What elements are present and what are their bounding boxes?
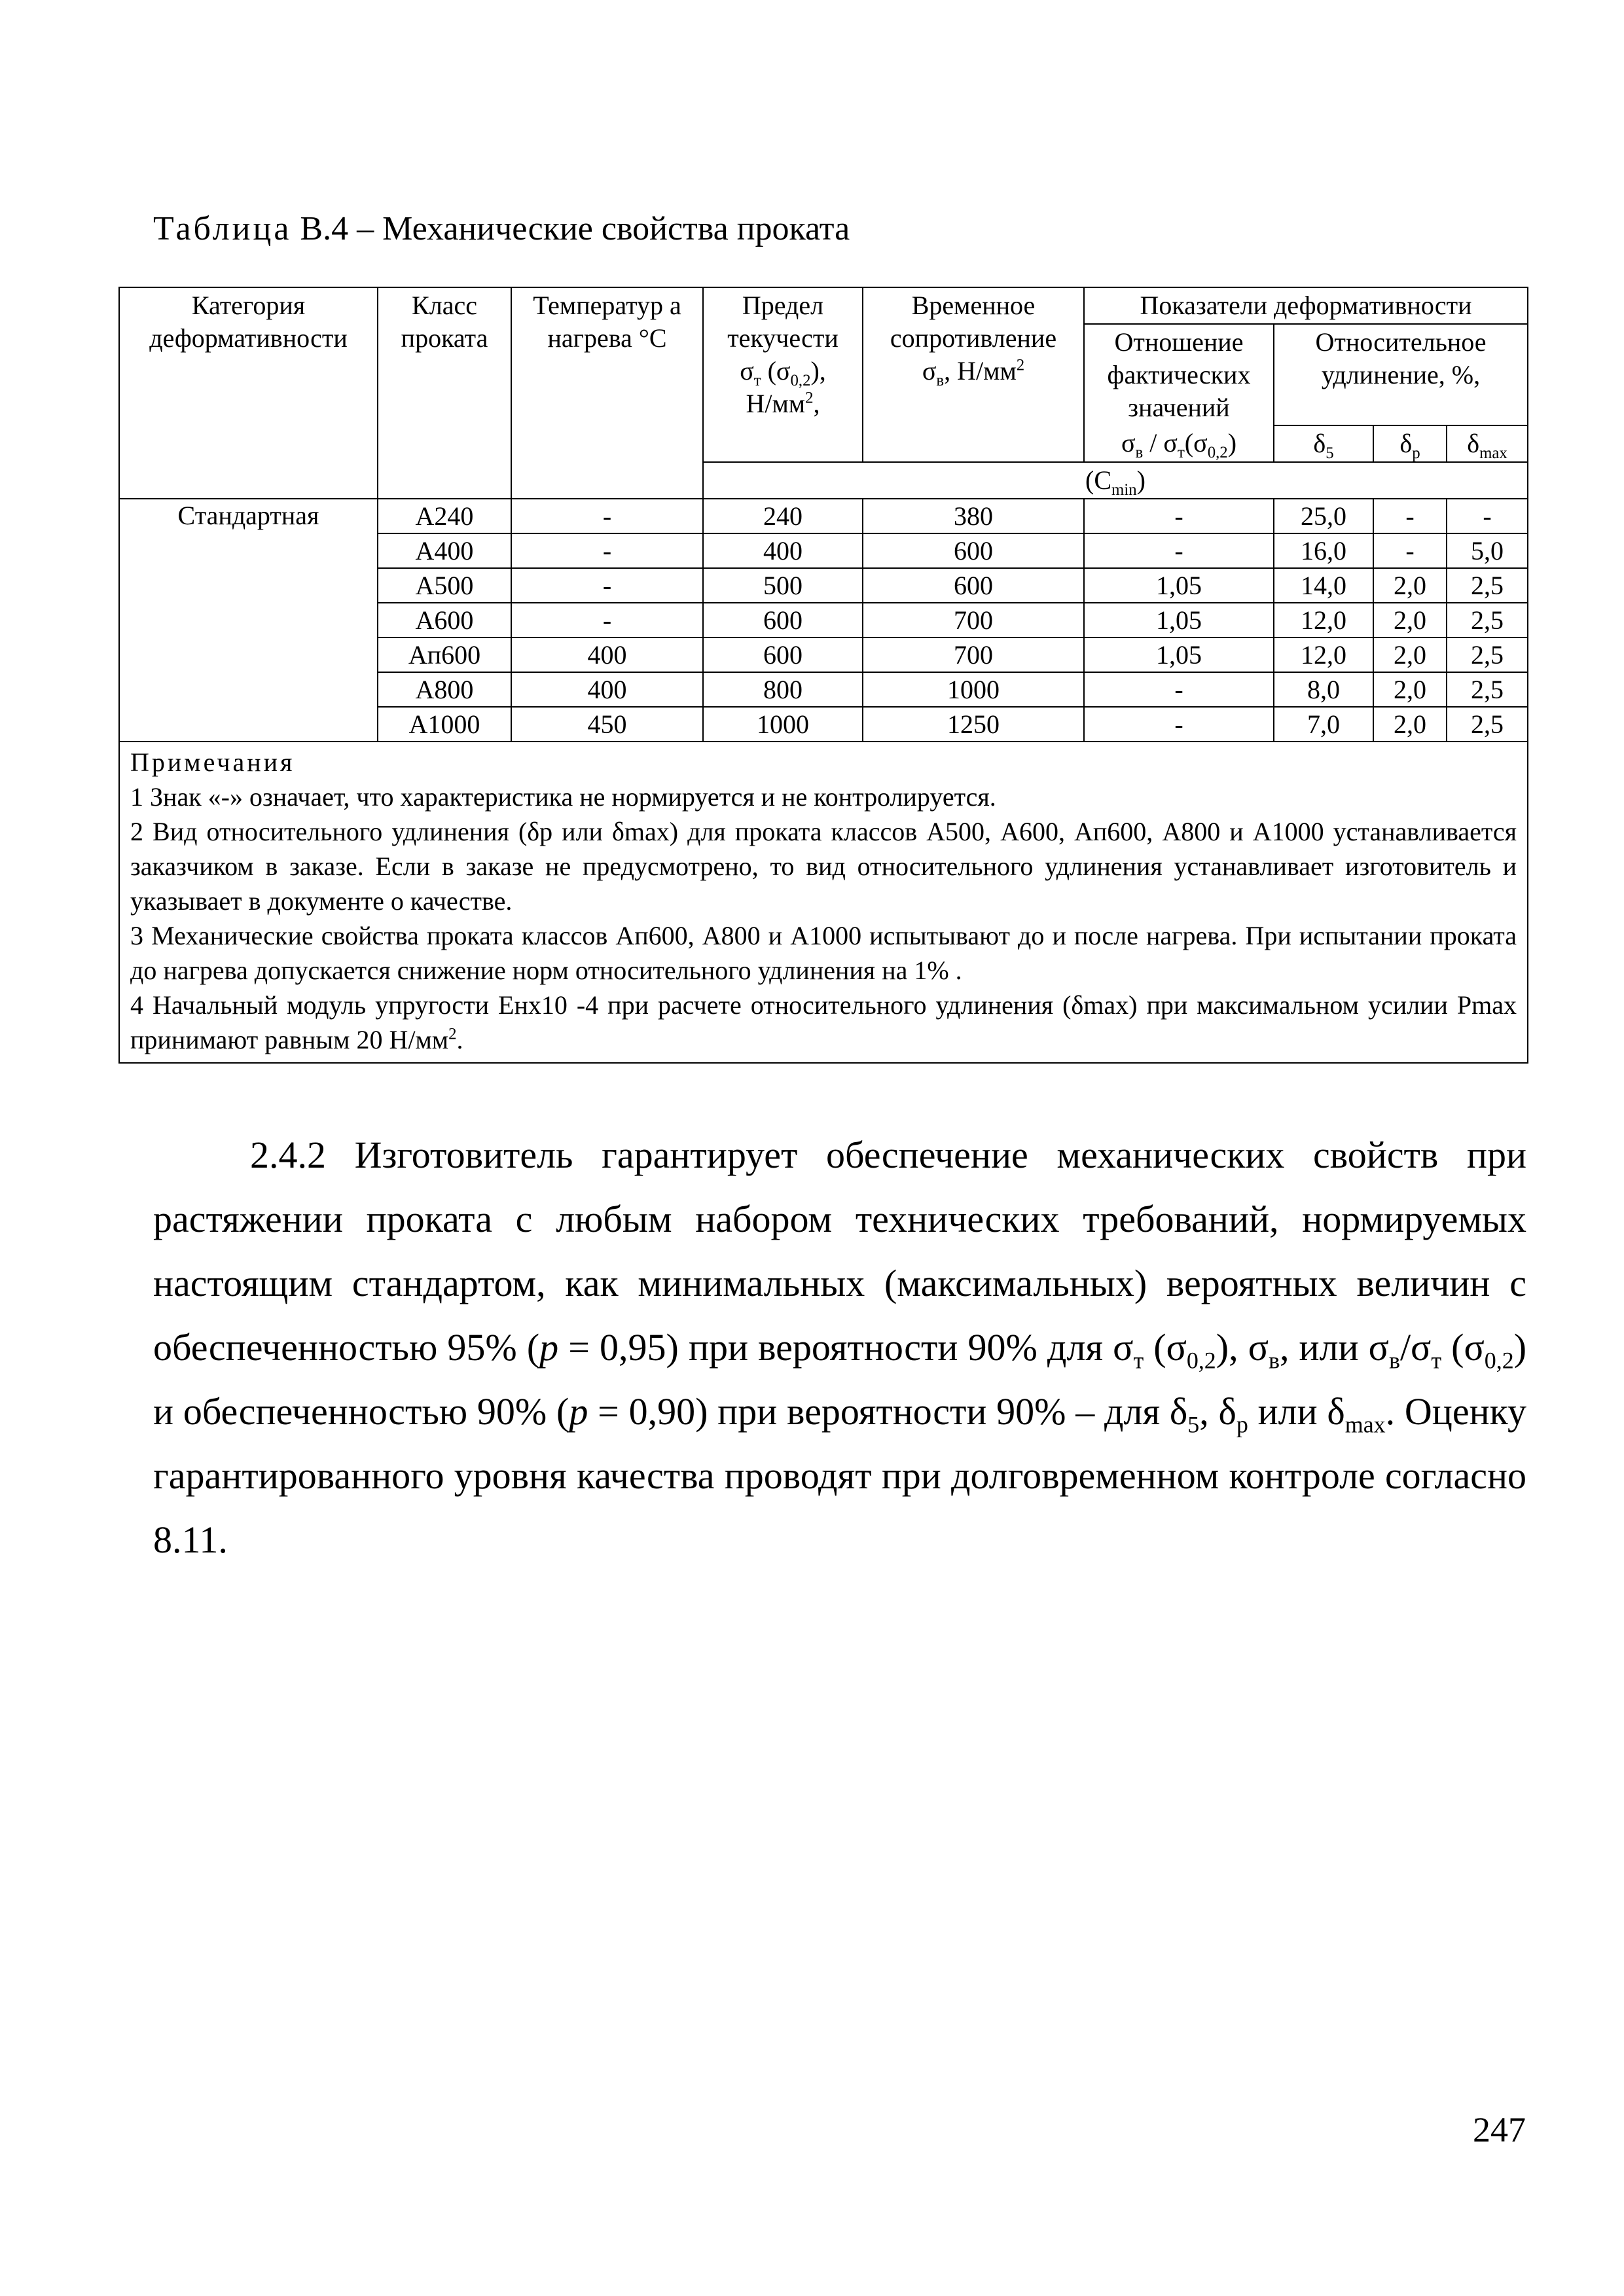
body-paragraph: 2.4.2 Изготовитель гарантирует обеспечение механических свойств при растяжении проката с любым набором технических требований, нормируемых настоящим стандартом, как минимальных (максимальных) вероятных величин с обеспеченностью 95% (р = 0,95) при вероятности 90% для $\sigma_т$ $(\sigma_{0,2})$, $\sigma_в$, или $\sigma_в/\sigma_т$ $(\sigma_{0,2})$ и обеспеченностью 90% (р = 0,90) при вероятности 90% – для $\delta_5$, $\delta_р$ или $\delta_{max}$. Оценку гарантированного уровня качества проводят при долговременном контроле согласно 8.11. bbox=[153, 1134, 1527, 1561]
cell-tensile: 600 bbox=[863, 533, 1084, 568]
cell-d5: 12,0 bbox=[1274, 637, 1373, 672]
cell-class: А1000 bbox=[378, 707, 511, 742]
cell-class: Ап600 bbox=[378, 637, 511, 672]
header-d5: $\delta_5$ bbox=[1274, 425, 1373, 462]
cell-dmax: 2,5 bbox=[1447, 707, 1528, 742]
page-number: 247 bbox=[1473, 2110, 1526, 2149]
header-class: Класс проката bbox=[378, 287, 511, 499]
cell-yield: 500 bbox=[703, 568, 863, 603]
cell-dp: - bbox=[1373, 533, 1447, 568]
header-deformability: Показатели деформативности bbox=[1084, 287, 1528, 324]
cell-class: А400 bbox=[378, 533, 511, 568]
cell-d5: 25,0 bbox=[1274, 499, 1373, 533]
cell-dp: 2,0 bbox=[1373, 603, 1447, 637]
header-category: Категория деформативности bbox=[119, 287, 378, 499]
header-elongation: Относительное удлинение, %, bbox=[1274, 324, 1528, 425]
note-2: 2 Вид относительного удлинения (δр или δmax) для проката классов А500, А600, Ап600, А800 и А1000 устанавливается заказчиком в заказе. Если в заказе не предусмотрено, то вид относительного удлинения устанавливает изготовитель и указывает в документе о качестве. bbox=[130, 817, 1517, 916]
cell-d5: 7,0 bbox=[1274, 707, 1373, 742]
cell-ratio: - bbox=[1084, 499, 1274, 533]
cell-class: А800 bbox=[378, 672, 511, 707]
header-ratio-formula: $\sigma_в / \sigma_т(\sigma_{0,2})$ bbox=[1084, 425, 1274, 462]
cell-temp: - bbox=[511, 533, 703, 568]
caption-text: В.4 – Механические свойства проката bbox=[300, 210, 850, 247]
cell-tensile: 700 bbox=[863, 603, 1084, 637]
cell-ratio: 1,05 bbox=[1084, 603, 1274, 637]
note-3: 3 Механические свойства проката классов Ап600, А800 и А1000 испытывают до и после нагрева. При испытании проката до нагрева допускается снижение норм относительного удлинения на 1% . bbox=[130, 921, 1517, 985]
table-notes bbox=[119, 742, 1528, 1063]
notes-title: Примечания bbox=[130, 747, 295, 777]
cell-ratio: - bbox=[1084, 533, 1274, 568]
cell-temp: 400 bbox=[511, 637, 703, 672]
cell-ratio: - bbox=[1084, 707, 1274, 742]
cell-yield: 240 bbox=[703, 499, 863, 533]
header-temperature: Температур а нагрева °С bbox=[511, 287, 703, 499]
caption-label: Таблица bbox=[153, 210, 292, 247]
table-row bbox=[119, 499, 1528, 533]
header-tensile-strength: Временное сопротивление $\sigma_в$, $Н/мм^2$ bbox=[863, 287, 1084, 462]
cell-dmax: - bbox=[1447, 499, 1528, 533]
header-yield-strength: Предел текучести $\sigma_т$ $(\sigma_{0,2})$, $Н/мм^2$, bbox=[703, 287, 863, 462]
cell-dp: - bbox=[1373, 499, 1447, 533]
cell-temp: - bbox=[511, 568, 703, 603]
cell-d5: 14,0 bbox=[1274, 568, 1373, 603]
cell-yield: 400 bbox=[703, 533, 863, 568]
cell-dp: 2,0 bbox=[1373, 637, 1447, 672]
cell-tensile: 1000 bbox=[863, 672, 1084, 707]
cell-temp: - bbox=[511, 499, 703, 533]
cell-tensile: 600 bbox=[863, 568, 1084, 603]
cell-class: А600 bbox=[378, 603, 511, 637]
note-1: 1 Знак «-» означает, что характеристика не нормируется и не контролируется. bbox=[130, 782, 996, 812]
cell-tensile: 1250 bbox=[863, 707, 1084, 742]
notes-row bbox=[119, 742, 1528, 1063]
header-dmax: $\delta_{max}$ bbox=[1447, 425, 1528, 462]
cell-dmax: 2,5 bbox=[1447, 637, 1528, 672]
cell-ratio: - bbox=[1084, 672, 1274, 707]
cell-yield: 1000 bbox=[703, 707, 863, 742]
cell-class: А500 bbox=[378, 568, 511, 603]
cell-dmax: 2,5 bbox=[1447, 672, 1528, 707]
header-dp: $\delta_р$ bbox=[1373, 425, 1447, 462]
header-cmin: $(С_{min})$ bbox=[703, 462, 1528, 499]
cell-temp: - bbox=[511, 603, 703, 637]
header-ratio: Отношение фактических значений bbox=[1084, 324, 1274, 425]
cell-yield: 600 bbox=[703, 637, 863, 672]
cell-d5: 16,0 bbox=[1274, 533, 1373, 568]
cell-class: А240 bbox=[378, 499, 511, 533]
cell-dp: 2,0 bbox=[1373, 707, 1447, 742]
cell-ratio: 1,05 bbox=[1084, 568, 1274, 603]
note-4: 4 Начальный модуль упругости Енх10 -4 при расчете относительного удлинения (δmax) при максимальном усилии Рmax принимают равным 20 $Н/мм^2$. bbox=[130, 990, 1517, 1054]
cell-dmax: 2,5 bbox=[1447, 603, 1528, 637]
cell-temp: 450 bbox=[511, 707, 703, 742]
cell-category: Стандартная bbox=[119, 499, 378, 742]
cell-ratio: 1,05 bbox=[1084, 637, 1274, 672]
cell-yield: 600 bbox=[703, 603, 863, 637]
cell-dmax: 5,0 bbox=[1447, 533, 1528, 568]
cell-d5: 8,0 bbox=[1274, 672, 1373, 707]
cell-dp: 2,0 bbox=[1373, 672, 1447, 707]
cell-dp: 2,0 bbox=[1373, 568, 1447, 603]
mechanical-properties-table bbox=[118, 287, 1528, 1064]
cell-tensile: 700 bbox=[863, 637, 1084, 672]
cell-dmax: 2,5 bbox=[1447, 568, 1528, 603]
cell-d5: 12,0 bbox=[1274, 603, 1373, 637]
table-caption bbox=[153, 208, 850, 250]
cell-yield: 800 bbox=[703, 672, 863, 707]
cell-temp: 400 bbox=[511, 672, 703, 707]
cell-tensile: 380 bbox=[863, 499, 1084, 533]
